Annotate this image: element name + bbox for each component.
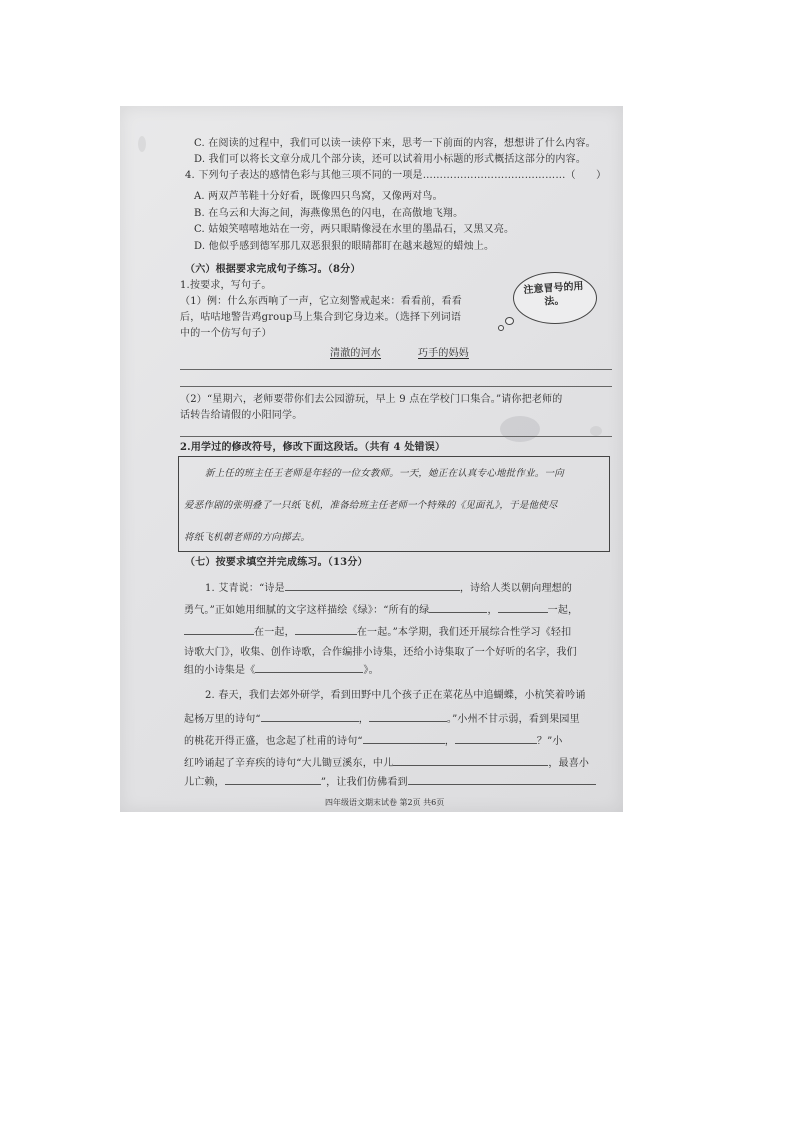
p2-line4 bbox=[184, 756, 589, 770]
p2-h: 红吟诵起了辛弃疾的诗句“大儿锄豆溪东，中儿 bbox=[184, 758, 394, 769]
answer-line-3[interactable] bbox=[180, 436, 612, 437]
p2-g: ？”小 bbox=[536, 736, 563, 747]
q4-option-c: C. 姑娘笑嘻嘻地站在一旁，两只眼睛像浸在水里的墨晶石，又黑又亮。 bbox=[194, 224, 515, 235]
blank-scene[interactable] bbox=[408, 775, 596, 785]
p1-f: 在一起， bbox=[254, 627, 295, 638]
blank-green-2[interactable] bbox=[498, 603, 548, 613]
p1-line5 bbox=[184, 663, 379, 677]
word-option-2: 巧手的妈妈 bbox=[418, 348, 469, 359]
p2-j: 儿亡赖， bbox=[184, 777, 225, 788]
q1-1-line1: （1）例：什么东西响了一声，它立刻警戒起来：看看前，看看 bbox=[180, 296, 462, 307]
p2-k: ”，让我们仿佛看到 bbox=[320, 777, 408, 788]
page-footer: 四年级语文期末试卷 第2页 共6页 bbox=[325, 798, 445, 807]
blank-green-4[interactable] bbox=[295, 625, 357, 635]
blank-yang-1[interactable] bbox=[261, 712, 359, 722]
passage-line2: 爱恶作剧的张明叠了一只纸飞机，准备给班主任老师一个特殊的《见面礼》，于是他使尽 bbox=[184, 500, 558, 511]
word-option-1: 清澈的河水 bbox=[330, 348, 381, 359]
p2-i: ，最喜小 bbox=[548, 758, 590, 769]
p1-line2 bbox=[184, 603, 578, 617]
q4-option-b: B. 在乌云和大海之间，海燕像黑色的闪电，在高傲地飞翔。 bbox=[194, 208, 464, 219]
answer-line-2[interactable] bbox=[180, 386, 612, 387]
blank-yang-2[interactable] bbox=[369, 712, 447, 722]
blank-dufu-2[interactable] bbox=[455, 734, 537, 744]
p2-line2 bbox=[184, 712, 580, 726]
bubble-dot-2 bbox=[498, 325, 504, 331]
p1-i: 组的小诗集是《 bbox=[184, 665, 256, 676]
p2-b: 起杨万里的诗句“ bbox=[184, 714, 261, 725]
option-c: C. 在阅读的过程中，我们可以读一读停下来，思考一下前面的内容，想想讲了什么内容。 bbox=[194, 138, 596, 149]
blank-poetry[interactable] bbox=[285, 581, 460, 591]
p1-line1 bbox=[205, 581, 572, 595]
q4-option-a: A. 两双芦苇鞋十分好看，既像四只鸟窝，又像两对鸟。 bbox=[194, 191, 443, 202]
option-d: D. 我们可以将长文章分成几个部分读，还可以试着用小标题的形式概括这部分的内容。 bbox=[194, 154, 587, 165]
passage-line1: 新上任的班主任王老师是年轻的一位女教师。一天，她正在认真专心地批作业。一向 bbox=[205, 468, 564, 479]
q1-1-line3: 中的一个仿写句子） bbox=[180, 328, 272, 339]
p1-line3 bbox=[184, 625, 571, 639]
blank-green-1[interactable] bbox=[429, 603, 487, 613]
q4-option-d: D. 他似乎感到德军那几双恶狠狠的眼睛都盯在越来越短的蜡烛上。 bbox=[194, 241, 495, 252]
passage-line3: 将纸飞机朝老师的方向掷去。 bbox=[184, 532, 311, 543]
answer-line-1[interactable] bbox=[180, 369, 612, 370]
p2-line3 bbox=[184, 734, 563, 748]
p1-j: 》。 bbox=[363, 665, 379, 676]
section6-title: （六）根据要求完成句子练习。（8分） bbox=[185, 264, 361, 275]
blank-xin-2[interactable] bbox=[225, 775, 321, 785]
hint-bubble-text: 注意冒号的用法。 bbox=[523, 280, 584, 308]
blank-collection-name[interactable] bbox=[255, 663, 363, 673]
q1-1-line2: 后，咕咕地警告鸡group马上集合到它身边来。（选择下列词语 bbox=[180, 312, 462, 323]
p1-e: 一起， bbox=[547, 605, 579, 616]
q1-2-line2: 话转告给请假的小阳同学。 bbox=[180, 410, 303, 421]
p2-e: 的桃花开得正盛，也念起了杜甫的诗句“ bbox=[184, 736, 363, 747]
blank-xin-1[interactable] bbox=[393, 756, 548, 766]
p1-b: ，诗给人类以朝向理想的 bbox=[459, 583, 573, 594]
blank-dufu-1[interactable] bbox=[363, 734, 445, 744]
q2-title: 2.用学过的修改符号，修改下面这段话。（共有 4 处错误） bbox=[180, 442, 446, 453]
p2-c: ， bbox=[358, 714, 369, 725]
p2-f: ， bbox=[444, 736, 455, 747]
blank-green-3[interactable] bbox=[184, 625, 254, 635]
q1-title: 1.按要求，写句子。 bbox=[180, 280, 272, 291]
p1-h: 诗歌大门》，收集、创作诗歌，合作编排小诗集，还给小诗集取了一个好听的名字，我们 bbox=[184, 647, 577, 658]
bubble-dot-1 bbox=[505, 317, 514, 325]
section7-title: （七）按要求填空并完成练习。（13分） bbox=[185, 557, 368, 568]
p1-d: ， bbox=[487, 605, 498, 616]
p1-g: 在一起。”本学期，我们还开展综合性学习《轻扣 bbox=[356, 627, 572, 638]
p1-a: 1. 艾青说：“诗是 bbox=[205, 583, 285, 594]
q1-2-line1: （2）“星期六，老师要带你们去公园游玩，早上 9 点在学校门口集合。”请你把老师的 bbox=[180, 394, 563, 405]
p2-line5 bbox=[184, 775, 596, 789]
p2-a: 2. 春天，我们去郊外研学，看到田野中几个孩子正在菜花丛中追蝴蝶，小杭笑着吟诵 bbox=[205, 690, 586, 701]
p2-d: 。”小州不甘示弱，看到果园里 bbox=[446, 714, 580, 725]
p1-c: 勇气。”正如她用细腻的文字这样描绘《绿》：“所有的绿 bbox=[184, 605, 430, 616]
q4-stem: 4. 下列句子表达的感情色彩与其他三项不同的一项是……………………………………（ ） bbox=[185, 170, 607, 181]
